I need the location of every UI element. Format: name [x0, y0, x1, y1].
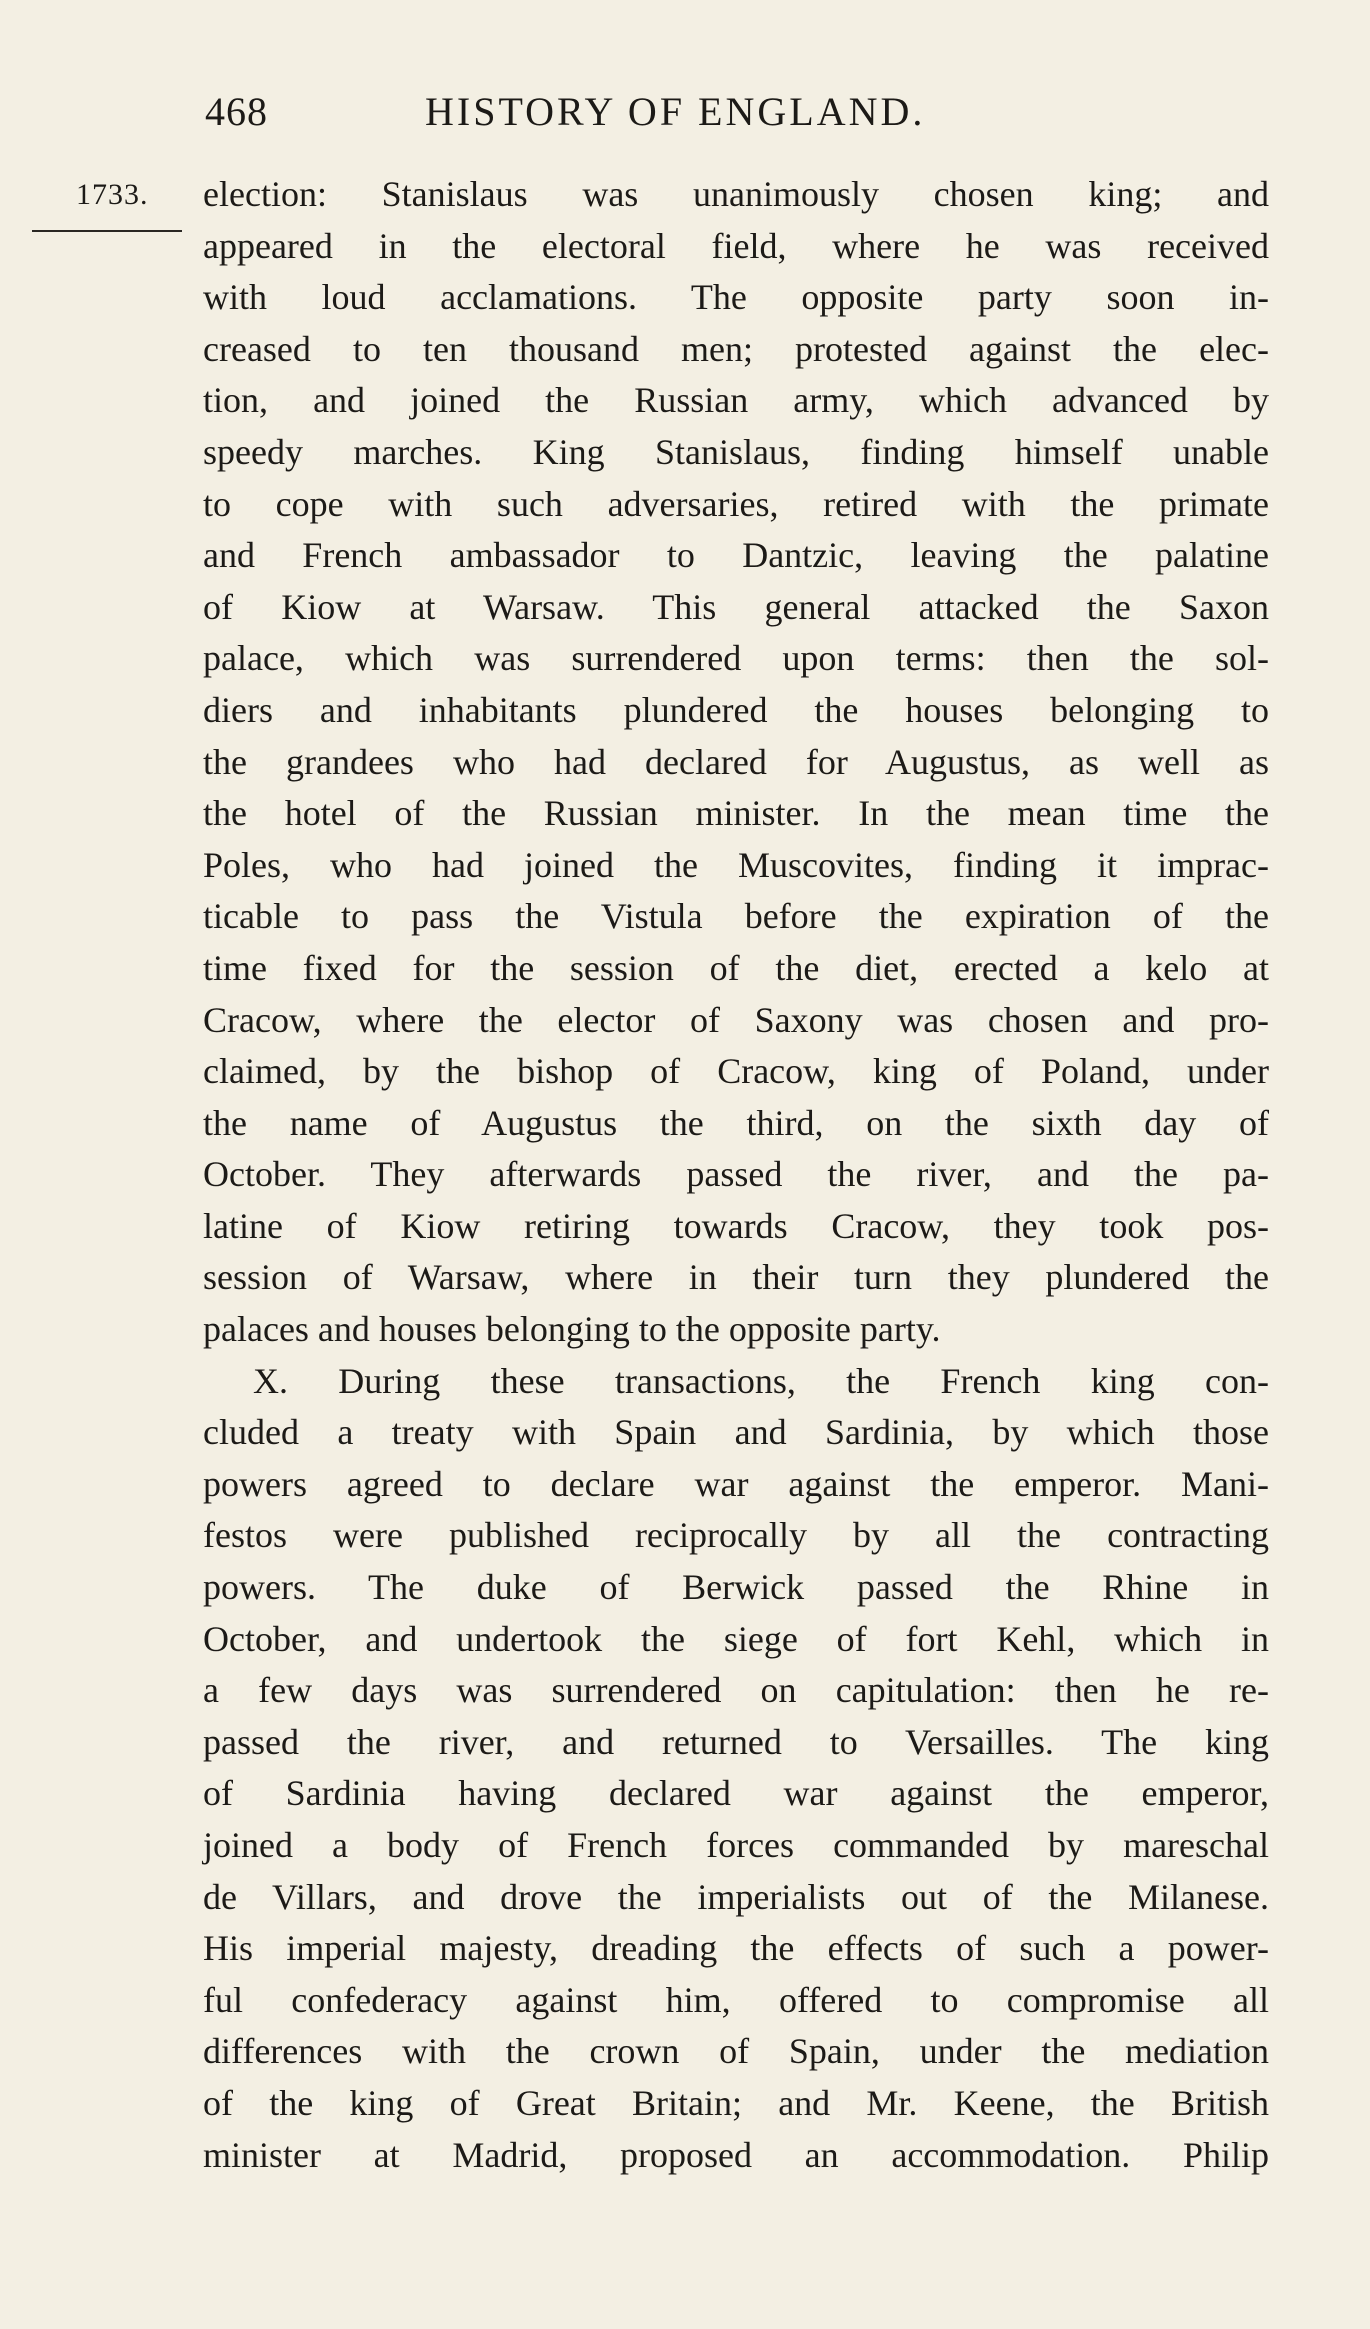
body-text: [203, 169, 1269, 2181]
text-line: ticable to pass the Vistula before the expiration of the: [203, 896, 1269, 937]
text-line: claimed, by the bishop of Cracow, king of Poland, under: [203, 1051, 1269, 1092]
margin-rule: [32, 230, 182, 232]
section-x-first-line: X. During these transactions, the French king con-: [253, 1360, 1269, 1401]
text-line: of Kiow at Warsaw. This general attacked the Saxon: [203, 586, 1269, 627]
text-line: of Sardinia having declared war against the emperor,: [203, 1773, 1269, 1814]
text-line: festos were published reciprocally by all the contracting: [203, 1515, 1269, 1556]
page-number: 468: [205, 89, 268, 134]
text-line: Cracow, where the elector of Saxony was chosen and pro-: [203, 999, 1269, 1040]
text-line: of the king of Great Britain; and Mr. Keene, the British: [203, 2082, 1269, 2123]
text-line: cluded a treaty with Spain and Sardinia, by which those: [203, 1412, 1269, 1453]
text-line: the name of Augustus the third, on the sixth day of: [203, 1102, 1269, 1143]
text-line: powers. The duke of Berwick passed the Rhine in: [203, 1567, 1269, 1608]
text-line: October. They afterwards passed the river, and the pa-: [203, 1154, 1269, 1195]
text-line: to cope with such adversaries, retired with the primate: [203, 483, 1269, 524]
text-line: creased to ten thousand men; protested against the elec-: [203, 328, 1269, 369]
text-line: passed the river, and returned to Versailles. The king: [203, 1721, 1269, 1762]
paragraph-end-line: palaces and houses belonging to the opposite party.: [203, 1309, 941, 1350]
text-line: speedy marches. King Stanislaus, finding himself unable: [203, 431, 1269, 472]
text-line: with loud acclamations. The opposite party soon in-: [203, 277, 1269, 318]
margin-year-note: 1733.: [76, 178, 149, 211]
text-line: election: Stanislaus was unanimously chosen king; and: [203, 174, 1269, 214]
text-line: powers agreed to declare war against the emperor. Mani-: [203, 1463, 1269, 1504]
page-header: [205, 88, 1265, 138]
text-line: His imperial majesty, dreading the effects of such a power-: [203, 1928, 1269, 1969]
text-line: the grandees who had declared for Augustus, as well as: [203, 741, 1269, 782]
text-line: de Villars, and drove the imperialists out of the Milanese.: [203, 1876, 1269, 1917]
text-line: latine of Kiow retiring towards Cracow, they took pos-: [203, 1205, 1269, 1246]
text-line: diers and inhabitants plundered the houses belonging to: [203, 689, 1269, 730]
running-title: HISTORY OF ENGLAND.: [425, 89, 926, 134]
text-line: differences with the crown of Spain, under the mediation: [203, 2031, 1269, 2072]
text-line: and French ambassador to Dantzic, leaving the palatine: [203, 535, 1269, 576]
text-line: time fixed for the session of the diet, erected a kelo at: [203, 947, 1269, 988]
text-line: ful confederacy against him, offered to compromise all: [203, 1979, 1269, 2020]
text-line: session of Warsaw, where in their turn they plundered the: [203, 1257, 1269, 1298]
text-line: appeared in the electoral field, where he was received: [203, 225, 1269, 266]
text-line: Poles, who had joined the Muscovites, finding it imprac-: [203, 844, 1269, 885]
text-line: minister at Madrid, proposed an accommodation. Philip: [203, 2134, 1269, 2175]
text-line: joined a body of French forces commanded by mareschal: [203, 1825, 1269, 1865]
text-line: palace, which was surrendered upon terms: then the sol-: [203, 638, 1269, 679]
text-line: October, and undertook the siege of fort Kehl, which in: [203, 1618, 1269, 1659]
text-line: the hotel of the Russian minister. In the mean time the: [203, 793, 1269, 834]
text-line: a few days was surrendered on capitulation: then he re-: [203, 1670, 1269, 1711]
text-line: tion, and joined the Russian army, which advanced by: [203, 380, 1269, 421]
